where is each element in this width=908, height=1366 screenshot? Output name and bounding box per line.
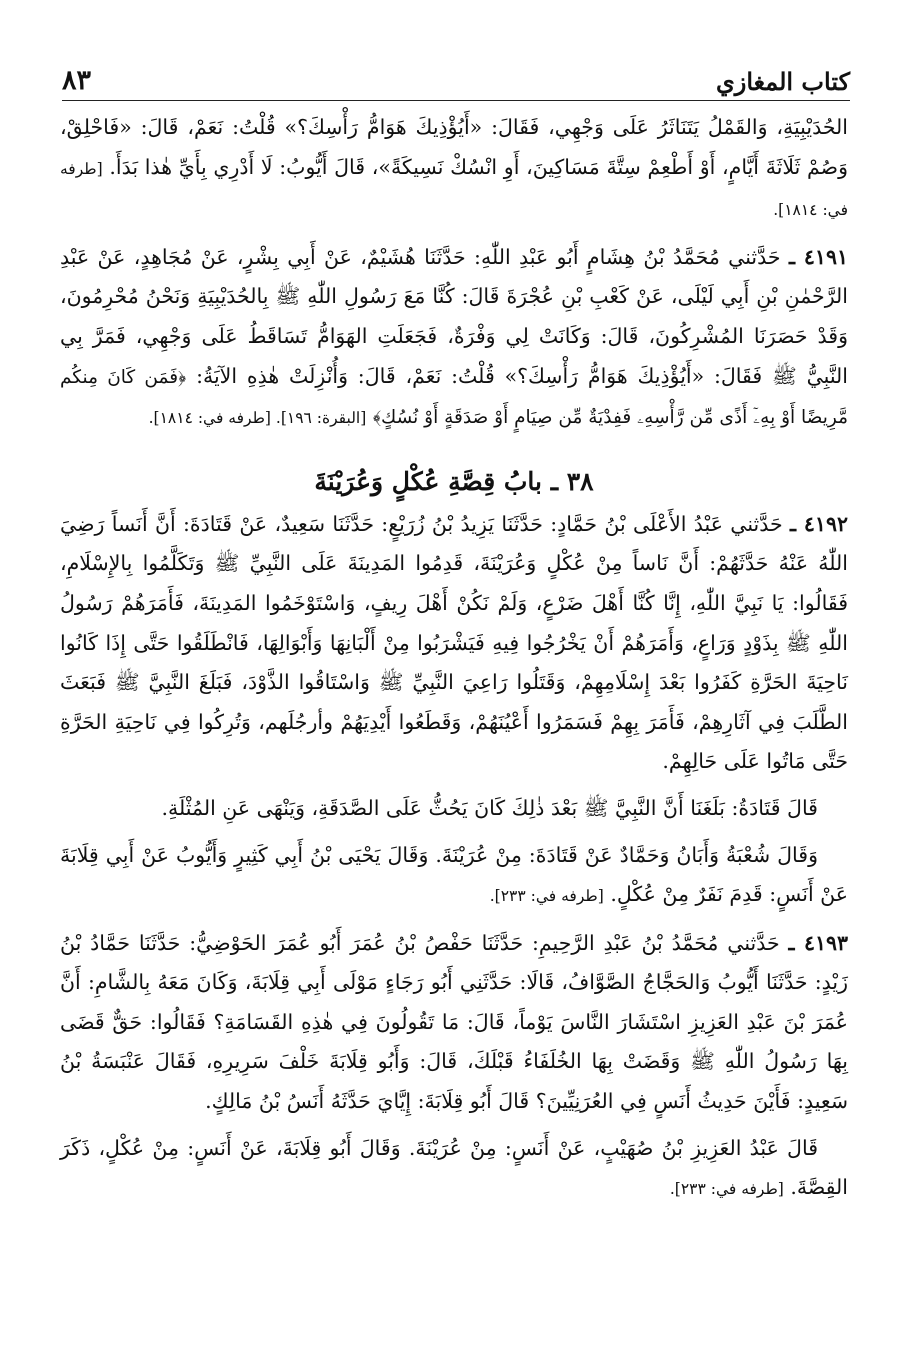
qatada-comment [60, 789, 848, 829]
paragraph-continuation [60, 108, 848, 231]
hadith-text: حَدَّثني مُحَمَّدُ بْنُ عَبْدِ الرَّحِيمِ: حَدَّثَنَا حَفْصُ بْنُ عُمَرَ أَبُو عُمَرَ الحَوْضِيُّ: حَدَّثَنَا حَمَّادُ بْنُ زَيْدٍ: حَدَّثَنَا أَيُّوبُ وَالحَجَّاجُ الصَّوَّافُ، قَالَا: حَدَّثَنِي أَبُو رَجَاءٍ مَوْلَى أَبِي قِلَابَةَ، وَكَانَ مَعَهُ بِالشَّامِ: أَنَّ عُمَرَ بْنَ عَبْدِ العَزِيزِ اسْتَشَارَ النَّاسَ يَوْماً، قَالَ: مَا تَقُولُونَ فِي هٰذِهِ القَسَامَةِ؟ فَقَالُوا: حَقٌّ قَضَى بِهَا رَسُولُ اللّٰهِ ﷺ وَقَضَتْ بِهَا الخُلَفَاءُ قَبْلَكَ، قَالَ: وَأَبُو قِلَابَةَ خَلْفَ سَرِيرِهِ، فَقَالَ عَنْبَسَةُ بْنُ سَعِيدٍ: فَأَيْنَ حَدِيثُ أَنَسٍ فِي العُرَنِيِّينَ؟ قَالَ أَبُو قِلَابَةَ: إِيَّايَ حَدَّثَهُ أَنَسُ بْنُ مَالِكٍ. [60, 930, 848, 1114]
paragraph-text: الحُدَيْبِيَةِ، وَالقَمْلُ يَتَنَاثَرُ عَلَى وَجْهِي، فَقَالَ: «أَيُؤْذِيكَ هَوَامُّ رَأْسِكَ؟» قُلْتُ: نَعَمْ، قَالَ: «فَاحْلِقْ، وَصُمْ ثَلَاثَةَ أَيَّامٍ، أَوْ أَطْعِمْ سِتَّةَ مَسَاكِينَ، أَوِ انْسُكْ نَسِيكَةً»، قَالَ أَيُّوبُ: لَا أَدْرِي بِأَيِّ هٰذا بَدَأَ. [60, 115, 848, 179]
cross-reference: [البقرة: ١٩٦]. [طرفه في: ١٨١٤]. [148, 409, 367, 428]
closing-note [60, 1129, 848, 1210]
hadith-4191 [60, 238, 848, 439]
hadith-4193 [60, 924, 848, 1122]
cross-reference: [طرفه في: ١٨١٤]. [60, 159, 848, 220]
quran-verse: ﴿فَمَن كَانَ مِنكُم مَّرِيضًا أَوْ بِهِۦٓ أَذًى مِّن رَّأْسِهِۦ فَفِدْيَةٌ مِّن صِيَامٍ أَوْ صَدَقَةٍ أَوْ نُسُكٍ﴾ [60, 366, 848, 429]
cross-reference: [طرفه في: ٢٣٣]. [489, 887, 604, 906]
hadith-4192 [60, 505, 848, 782]
chapter-heading: ٣٨ ـ بابُ قِصَّةِ عُكْلٍ وَعُرَيْنَةَ [314, 466, 594, 496]
paragraph-text: قَالَ عَبْدُ العَزِيزِ بْنُ صُهَيْبٍ، عَنْ أَنَسٍ: مِنْ عُرَيْنَةَ. وَقَالَ أَبُو قِلَابَةَ، عَنْ أَنَسٍ: مِنْ عُكْلٍ، ذَكَرَ القِصَّةَ. [60, 1135, 848, 1200]
cross-reference: [طرفه في: ٢٣٣]. [669, 1180, 784, 1199]
hadith-number: ٤١٩١ ـ [788, 244, 848, 269]
hadith-text: حَدَّثني مُحَمَّدُ بْنُ هِشَامٍ أَبُو عَبْدِ اللّٰهِ: حَدَّثَنَا هُشَيْمٌ، عَنْ أَبِي بِشْرٍ، عَنْ مُجَاهِدٍ، عَنْ عَبْدِ الرَّحْمٰنِ بْنِ أَبِي لَيْلَى، عَنْ كَعْبِ بْنِ عُجْرَةَ قَالَ: كُنَّا مَعَ رَسُولِ اللّٰهِ ﷺ بِالحُدَيْبِيَةِ وَنَحْنُ مُحْرِمُونَ، وَقَدْ حَصَرَنَا المُشْرِكُونَ، قَالَ: وَكَانَتْ لِي وَفْرَةٌ، فَجَعَلَتِ الهَوَامُّ تَسَاقَطُ عَلَى وَجْهِي، فَمَرَّ بِي النَّبِيُّ ﷺ فَقَالَ: «أَيُؤْذِيكَ هَوَامُّ رَأْسِكَ؟» قُلْتُ: نَعَمْ، قَالَ: وَأُنْزِلَتْ هٰذِهِ الآيَةُ: [60, 244, 848, 388]
hadith-text: حَدَّثني عَبْدُ الأَعْلَى بْنُ حَمَّادٍ: حَدَّثَنَا يَزِيدُ بْنُ زُرَيْعٍ: حَدَّثَنَا سَعِيدٌ، عَنْ قَتَادَةَ: أَنَّ أَنَساً رَضِيَ اللّٰهُ عَنْهُ حَدَّثَهُمْ: أَنَّ نَاساً مِنْ عُكْلٍ وَعُرَيْنَةَ، قَدِمُوا المَدِينَةَ عَلَى النَّبِيِّ ﷺ وَتَكَلَّمُوا بِالإِسْلَامِ، فَقَالُوا: يَا نَبِيَّ اللّٰهِ، إِنَّا كُنَّا أَهْلَ ضَرْعٍ، وَلَمْ نَكُنْ أَهْلَ رِيفٍ، وَاسْتَوْخَمُوا المَدِينَةَ، فَأَمَرَهُمْ رَسُولُ اللّٰهِ ﷺ بِذَوْدٍ وَرَاعٍ، وَأَمَرَهُمْ أَنْ يَخْرُجُوا فِيهِ فَيَشْرَبُوا مِنْ أَلْبَانِهَا وَأَبْوَالِهَا، فَانْطَلَقُوا حَتَّى إِذَا كَانُوا نَاحِيَةَ الحَرَّةِ كَفَرُوا بَعْدَ إِسْلَامِهِمْ، وَقَتَلُوا رَاعِيَ النَّبِيِّ ﷺ وَاسْتَاقُوا الذَّوْدَ، فَبَلَغَ النَّبِيَّ ﷺ فَبَعَثَ الطَّلَبَ فِي آثَارِهِمْ، فَأَمَرَ بِهِمْ فَسَمَرُوا أَعْيُنَهُمْ، وَقَطَعُوا أَيْدِيَهُمْ وأرجُلَهم، وَتُرِكُوا فِي نَاحِيَةِ الحَرَّةِ حَتَّى مَاتُوا عَلَى حَالِهِمْ. [60, 511, 848, 774]
paragraph-text: وَقَالَ شُعْبَةُ وَأَبَانُ وَحَمَّادٌ عَنْ قَتَادَةَ: مِنْ عُرَيْنَةَ. وَقَالَ يَحْيَى بْنُ أَبِي كَثِيرٍ وَأَيُّوبُ عَنْ أَبِي قِلَابَةَ عَنْ أَنَسٍ: قَدِمَ نَفَرٌ مِنْ عُكْلٍ. [60, 842, 848, 907]
hadith-number: ٤١٩٣ ـ [788, 930, 848, 955]
page-header [62, 58, 850, 101]
narrators-note [60, 836, 848, 917]
hadith-number: ٤١٩٢ ـ [789, 511, 848, 536]
page-body [60, 108, 848, 1217]
page-number: ٨٣ [62, 65, 92, 96]
paragraph-text: قَالَ قَتَادَةُ: بَلَغَنَا أَنَّ النَّبِيَّ ﷺ بَعْدَ ذٰلِكَ كَانَ يَحُثُّ عَلَى الصَّدَقَةِ، وَيَنْهَى عَنِ المُثْلَةِ. [161, 795, 818, 820]
book-title: كتاب المغازي [715, 67, 850, 96]
